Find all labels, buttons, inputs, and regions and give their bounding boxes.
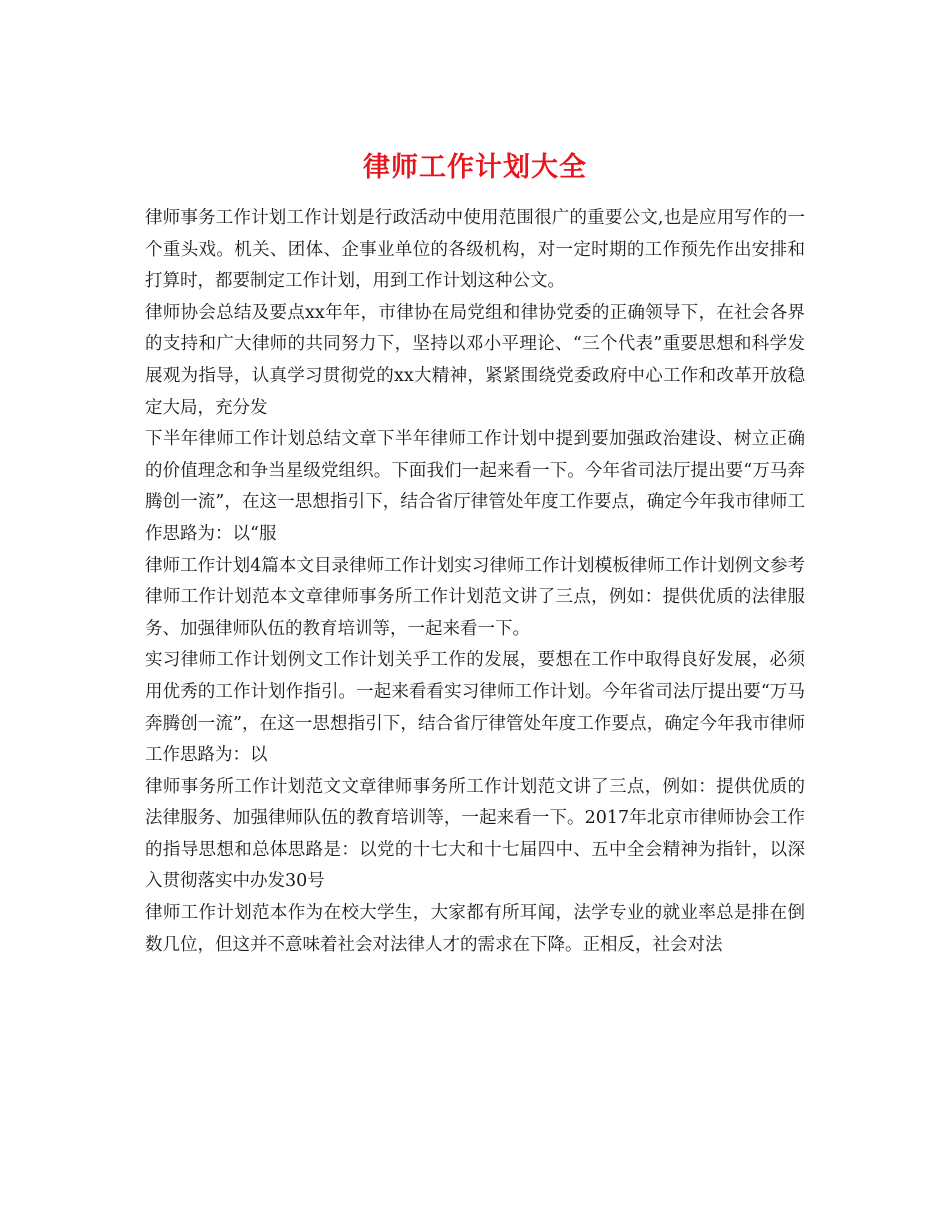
document-body	[145, 203, 805, 961]
paragraph: 律师事务工作计划工作计划是行政活动中使用范围很广的重要公文,也是应用写作的一个重头戏。机关、团体、企事业单位的各级机构，对一定时期的工作预先作出安排和打算时，都要制定工作计划，用到工作计划这种公文。	[145, 208, 805, 292]
paragraph: 下半年律师工作计划总结文章下半年律师工作计划中提到要加强政治建设、树立正确的价值理念和争当星级党组织。下面我们一起来看一下。今年省司法厅提出要“万马奔腾创一流”，在这一思想指引下，结合省厅律管处年度工作要点，确定今年我市律师工作思路为：以“服	[145, 429, 805, 544]
paragraph: 律师工作计划范本作为在校大学生，大家都有所耳闻，法学专业的就业率总是排在倒数几位，但这并不意味着社会对法律人才的需求在下降。正相反，社会对法	[145, 903, 805, 955]
paragraph: 实习律师工作计划例文工作计划关乎工作的发展，要想在工作中取得良好发展，必须用优秀的工作计划作指引。一起来看看实习律师工作计划。今年省司法厅提出要“万马奔腾创一流”，在这一思想指引下，结合省厅律管处年度工作要点，确定今年我市律师工作思路为：以	[145, 650, 805, 766]
paragraph: 律师事务所工作计划范文文章律师事务所工作计划范文讲了三点，例如：提供优质的法律服务、加强律师队伍的教育培训等，一起来看一下。2017年北京市律师协会工作的指导思想和总体思路是：以党的十七大和十七届四中、五中全会精神为指针，以深入贯彻落实中办发30号	[145, 776, 805, 892]
document-title: 律师工作计划大全	[363, 152, 587, 184]
paragraph: 律师协会总结及要点xx年年，市律协在局党组和律协党委的正确领导下，在社会各界的支持和广大律师的共同努力下，坚持以邓小平理论、“三个代表”重要思想和科学发展观为指导，认真学习贯彻党的xx大精神，紧紧围绕党委政府中心工作和改革开放稳定大局，充分发	[145, 302, 805, 418]
paragraph: 律师工作计划4篇本文目录律师工作计划实习律师工作计划模板律师工作计划例文参考律师工作计划范本文章律师事务所工作计划范文讲了三点，例如：提供优质的法律服务、加强律师队伍的教育培训等，一起来看一下。	[145, 555, 805, 639]
